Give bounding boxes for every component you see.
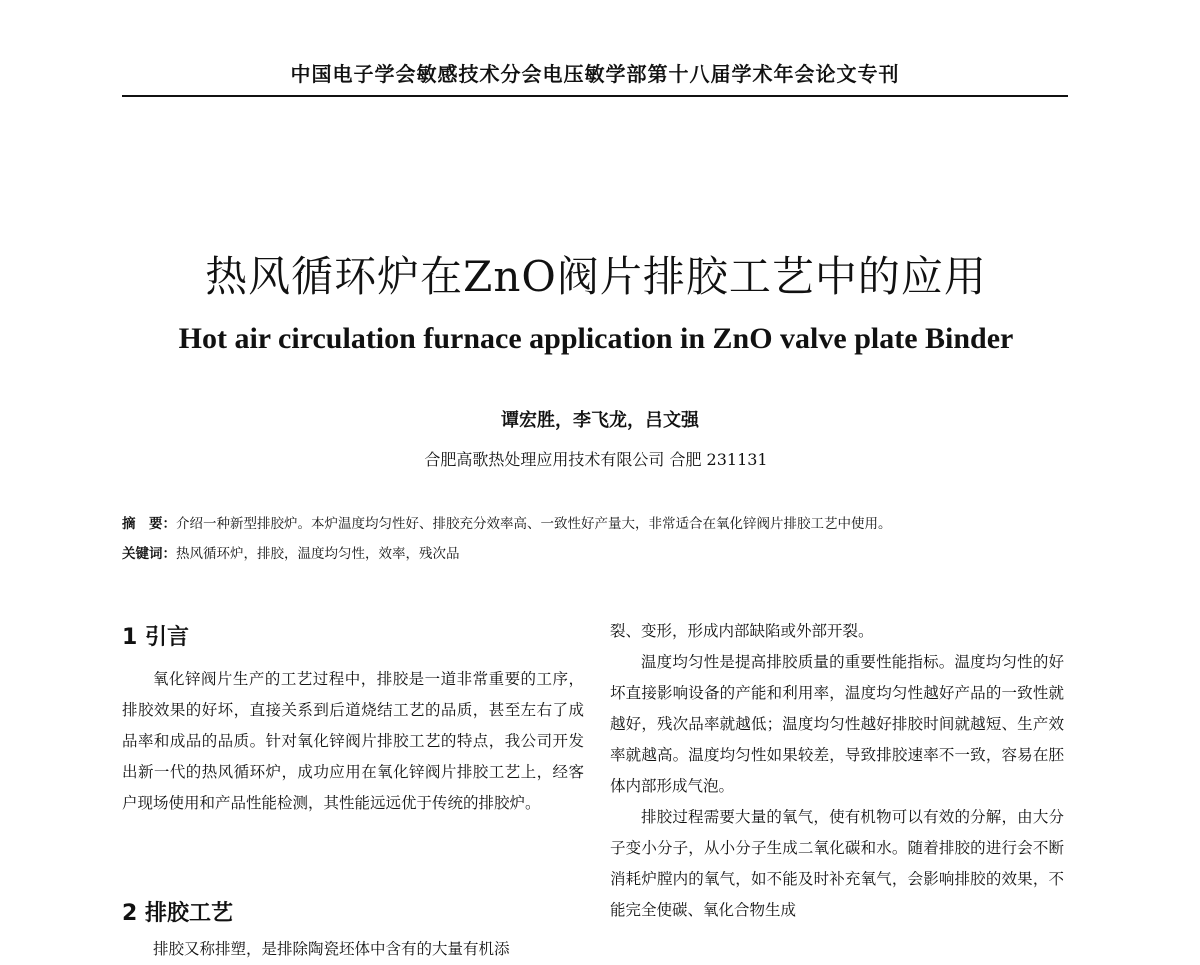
abstract-label: 摘 要：: [122, 516, 176, 532]
header-rule: [122, 95, 1068, 97]
section-2-heading: 2 排胶工艺: [122, 901, 233, 926]
right-column: [610, 616, 1064, 926]
section-2-paragraph: 排胶又称排塑，是排除陶瓷坯体中含有的大量有机添: [153, 940, 510, 958]
section-2-body: [122, 934, 584, 965]
paper-title-chinese: 热风循环炉在ZnO阀片排胶工艺中的应用: [205, 252, 987, 301]
keywords-label: 关键词：: [122, 546, 176, 562]
right-column-paragraph-uniformity: 温度均匀性是提高排胶质量的重要性能指标。温度均匀性的好坏直接影响设备的产能和利用率，温度均匀性越好产品的一致性就越好，残次品率就越低；温度均匀性越好排胶时间就越短、生产效率就越高。温度均匀性如果较差，导致排胶速率不一致，容易在胚体内部形成气泡。: [610, 653, 1064, 795]
paper-title-english: Hot air circulation furnace application in ZnO valve plate Binder: [178, 322, 1014, 355]
running-header: 中国电子学会敏感技术分会电压敏学部第十八届学术年会论文专刊: [290, 62, 900, 86]
keywords-text: 热风循环炉，排胶，温度均匀性，效率，残次品: [176, 546, 460, 562]
right-column-paragraph-oxygen: 排胶过程需要大量的氧气，使有机物可以有效的分解，由大分子变小分子，从小分子生成二氧化碳和水。随着排胶的进行会不断消耗炉膛内的氧气，如不能及时补充氧气，会影响排胶的效果，不能完全使碳、氧化合物生成: [610, 808, 1064, 919]
author-list: 谭宏胜，李飞龙，吕文强: [501, 410, 699, 431]
section-1-heading: 1 引言: [122, 625, 189, 650]
abstract: [122, 512, 1072, 532]
right-column-continuation: 裂、变形，形成内部缺陷或外部开裂。: [610, 622, 874, 640]
keywords: [122, 542, 1072, 562]
abstract-text: 介绍一种新型排胶炉。本炉温度均匀性好、排胶充分效率高、一致性好产量大，非常适合在氧化锌阀片排胶工艺中使用。: [176, 516, 892, 532]
section-1-body: [122, 664, 584, 819]
affiliation: 合肥高歌热处理应用技术有限公司 合肥 231131: [424, 450, 768, 469]
section-1-paragraph: 氧化锌阀片生产的工艺过程中，排胶是一道非常重要的工序，排胶效果的好坏，直接关系到后道烧结工艺的品质，甚至左右了成品率和成品的品质。针对氧化锌阀片排胶工艺的特点，我公司开发出新一代的热风循环炉，成功应用在氧化锌阀片排胶工艺上，经客户现场使用和产品性能检测，其性能远远优于传统的排胶炉。: [122, 670, 584, 812]
